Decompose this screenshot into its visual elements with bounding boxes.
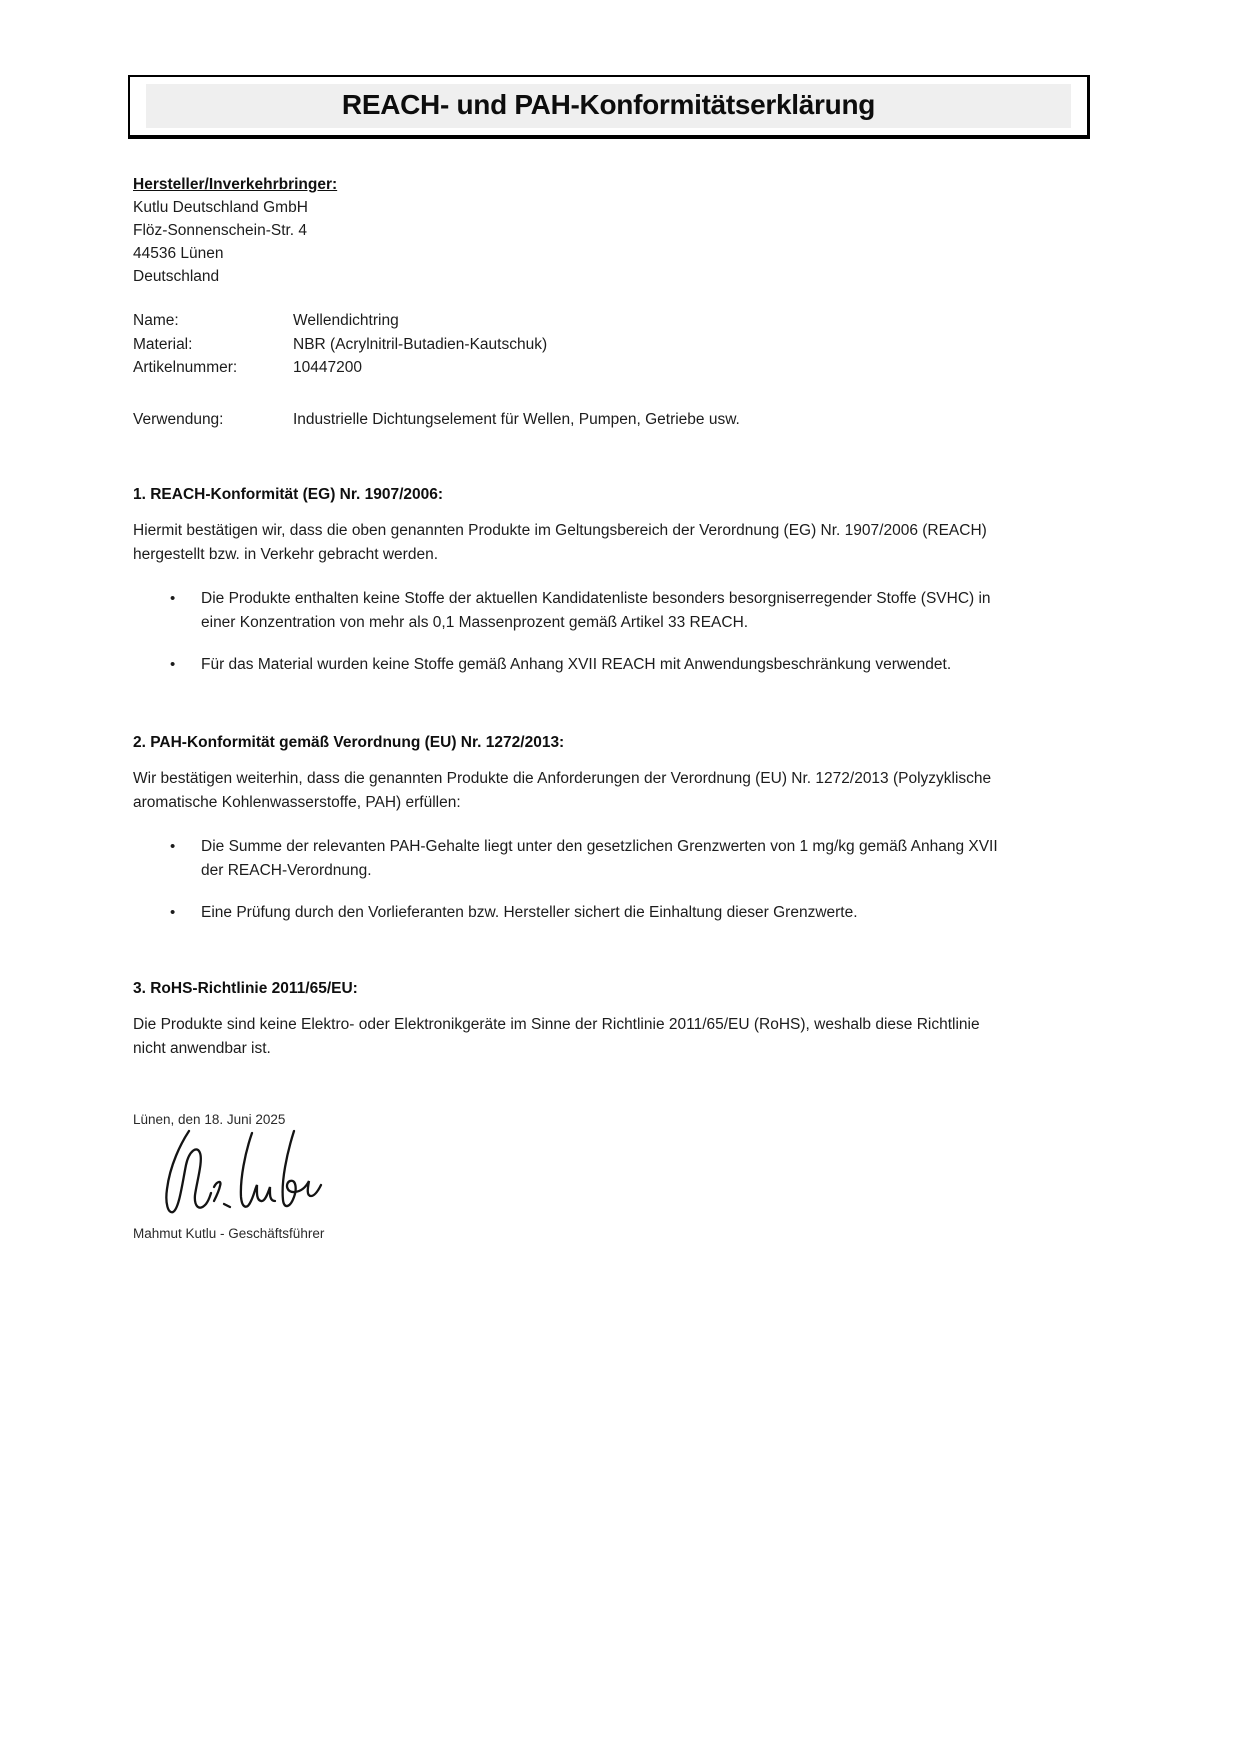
manufacturer-country: Deutschland (133, 268, 220, 285)
section-pah-conformity (133, 731, 1111, 925)
page-title: REACH- und PAH-Konformitätserklärung (146, 84, 1071, 128)
product-spec-block (133, 309, 1111, 380)
signature-block (133, 1111, 1111, 1243)
spec-row-article-number (133, 356, 1111, 380)
signature-image (155, 1123, 327, 1221)
spec-row-name (133, 309, 1111, 333)
manufacturer-company: Kutlu Deutschland GmbH (133, 199, 308, 216)
manufacturer-heading: Hersteller/Inverkehrbringer: (133, 176, 338, 193)
section-paragraph: Die Produkte sind keine Elektro- oder Elektronikgeräte im Sinne der Richtlinie 2011/65/EU (RoHS), weshalb diese Richtlinie nicht anwendbar ist. (133, 1016, 980, 1057)
title-box (128, 75, 1090, 139)
bullet-item: • Die Summe der relevanten PAH-Gehalte liegt unter den gesetzlichen Grenzwerten von 1 mg/kg gemäß Anhang XVII der REACH-Verordnung. (201, 835, 1001, 883)
section-rohs-directive (133, 977, 1111, 1061)
bullet-item: • Die Produkte enthalten keine Stoffe der aktuellen Kandidatenliste besonders besorgniserregender Stoffe (SVHC) in einer Konzentration von mehr als 0,1 Massenprozent gemäß Artikel 33 REACH. (201, 587, 1001, 635)
spec-label: Artikelnummer: (133, 359, 238, 376)
manufacturer-street: Flöz-Sonnenschein-Str. 4 (133, 222, 308, 239)
manufacturer-city: 44536 Lünen (133, 245, 224, 262)
section-heading: 1. REACH-Konformität (EG) Nr. 1907/2006: (133, 486, 444, 503)
spec-label: Name: (133, 312, 179, 329)
spec-label: Material: (133, 335, 193, 353)
manufacturer-block (133, 173, 1111, 288)
section-heading: 3. RoHS-Richtlinie 2011/65/EU: (133, 980, 358, 997)
bullet-list (133, 835, 1111, 925)
date-line: Lünen, den 18. Juni 2025 (133, 1112, 286, 1127)
spec-value: NBR (Acrylnitril-Butadien-Kautschuk) (293, 335, 548, 353)
spec-row-material (133, 333, 1111, 357)
section-paragraph: Wir bestätigen weiterhin, dass die genannten Produkte die Anforderungen der Verordnung (EU) Nr. 1272/2013 (Polyzyklische aromatische Kohlenwasserstoffe, PAH) erfüllen: (133, 770, 992, 811)
usage-label: Verwendung: (133, 410, 224, 428)
bullet-item: • Für das Material wurden keine Stoffe gemäß Anhang XVII REACH mit Anwendungsbeschränkung verwendet. (201, 653, 1001, 677)
bullet-list (133, 587, 1111, 677)
section-reach-conformity (133, 483, 1111, 677)
usage-value: Industrielle Dichtungselement für Wellen, Pumpen, Getriebe usw. (293, 410, 740, 428)
usage-row (133, 408, 1111, 432)
section-paragraph: Hiermit bestätigen wir, dass die oben genannten Produkte im Geltungsbereich der Verordnung (EG) Nr. 1907/2006 (REACH) hergestellt bzw. in Verkehr gebracht werden. (133, 522, 987, 563)
signer-name-title: Mahmut Kutlu - Geschäftsführer (133, 1226, 325, 1241)
spec-value: Wellendichtring (293, 312, 399, 329)
section-heading: 2. PAH-Konformität gemäß Verordnung (EU) Nr. 1272/2013: (133, 734, 565, 751)
spec-value: 10447200 (293, 359, 362, 376)
bullet-item: • Eine Prüfung durch den Vorlieferanten bzw. Hersteller sichert die Einhaltung dieser Grenzwerte. (201, 901, 1001, 925)
